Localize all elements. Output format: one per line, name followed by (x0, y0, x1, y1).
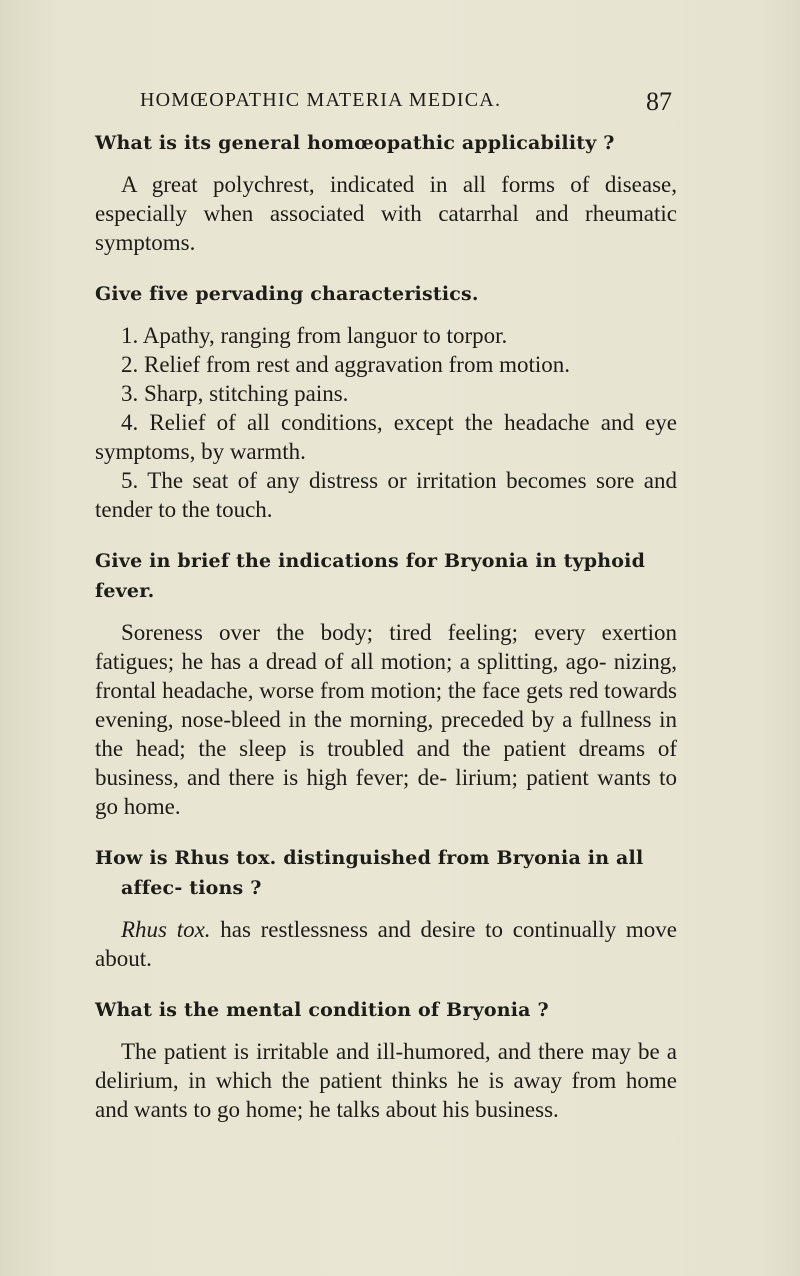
list-item: 3. Sharp, stitching pains. (121, 381, 349, 406)
answer-applicability: A great polychrest, indicated in all forms of disease, especially when associated with catarrhal and rheumatic symptoms. (95, 172, 677, 255)
answer-mental-condition: The patient is irritable and ill-humored, and there may be a delirium, in which the patient thinks he is away from home and wants to go home; he talks about his business. (95, 1039, 677, 1122)
header-title: HOMŒOPATHIC MATERIA MEDICA. (140, 89, 502, 111)
page-body (95, 128, 677, 1124)
question-rhus-tox: How is Rhus tox. distinguished from Bryonia in all affec- tions ? (95, 847, 644, 899)
answer-rhus-tox (95, 915, 677, 973)
list-item: 2. Relief from rest and aggravation from motion. (121, 352, 571, 377)
question-characteristics: Give five pervading characteristics. (95, 283, 479, 305)
list-item: 4. Relief of all conditions, except the headache and eye symptoms, by warmth. (95, 410, 677, 464)
question-applicability: What is its general homœopathic applicability ? (95, 132, 615, 154)
page-number: 87 (646, 87, 672, 116)
question-mental-condition: What is the mental condition of Bryonia ? (95, 999, 549, 1021)
answer-typhoid: Soreness over the body; tired feeling; every exertion fatigues; he has a dread of all motion; a splitting, ago- nizing, frontal headache, worse from motion; the face gets red towards evening, nose-bleed in the morning, preceded by a fullness in the head; the sleep is troubled and the patient dreams of business, and there is high fever; de- lirium; patient wants to go home. (95, 620, 677, 819)
answer-rhus-tox-rest: has restlessness and desire to continually move about. (95, 917, 677, 971)
list-item: 5. The seat of any distress or irritation becomes sore and tender to the touch. (95, 468, 677, 522)
rhus-tox-italic: Rhus tox. (121, 917, 211, 942)
question-typhoid: Give in brief the indications for Bryonia in typhoid fever. (95, 550, 646, 602)
list-item: 1. Apathy, ranging from languor to torpor. (121, 323, 508, 348)
